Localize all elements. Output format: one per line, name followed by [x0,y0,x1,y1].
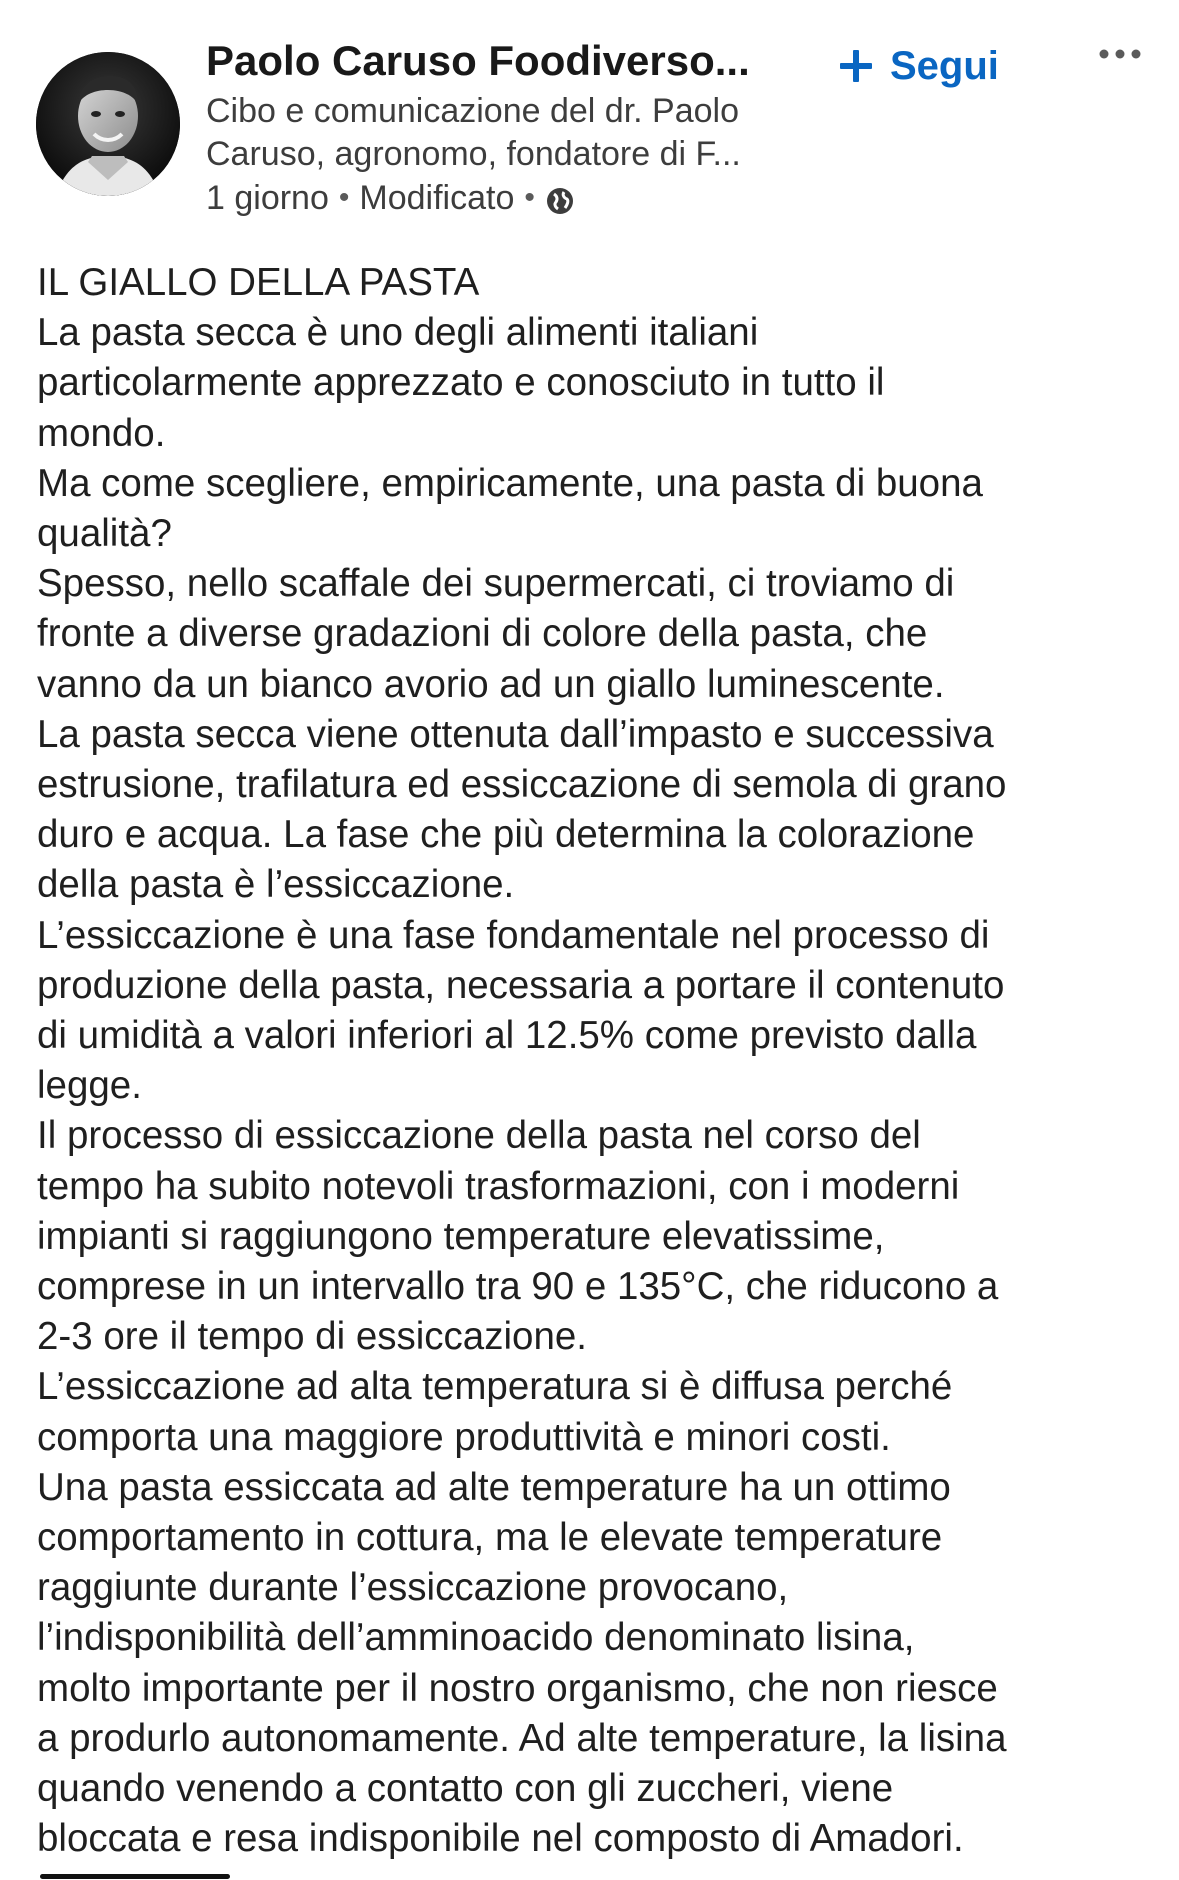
post-body-line: La pasta secca è uno degli alimenti italiani [37,311,759,355]
author-name[interactable]: Paolo Caruso Foodiverso... [206,37,750,84]
post-body-line: di umidità a valori inferiori al 12.5% come previsto dalla [37,1014,977,1058]
avatar-photo [36,52,180,196]
meta-separator: • [338,181,350,214]
post-body-line: comportamento in cottura, ma le elevate temperature [37,1516,943,1560]
post-body-line: La pasta secca viene ottenuta dall’impasto e successiva [37,712,994,756]
post-body-line: legge. [37,1064,142,1108]
follow-label: Segui [890,43,999,88]
post-body-line: mondo. [37,411,166,455]
post-body-line: comporta una maggiore produttività e minori costi. [37,1415,891,1459]
post-body-line: 2-3 ore il tempo di essiccazione. [37,1315,587,1359]
follow-button[interactable] [836,38,999,94]
post-body-line: Il processo di essiccazione della pasta nel corso del [37,1114,921,1158]
post-body-line: fronte a diverse gradazioni di colore della pasta, che [37,612,928,656]
post-time: 1 giorno [206,179,329,217]
more-options-icon[interactable] [1096,42,1144,66]
post-body-line: l’indisponibilità dell’amminoacido denominato lisina, [37,1616,915,1660]
post-body-line: impianti si raggiungono temperature elevatissime, [37,1214,885,1258]
post-body-line: qualità? [37,512,172,556]
post-body-line: Ma come scegliere, empiricamente, una pasta di buona [37,461,983,505]
author-headline-line: Caruso, agronomo, fondatore di F... [206,135,741,173]
post-body [37,258,1157,1865]
post-body-line: produzione della pasta, necessaria a portare il contenuto [37,963,1005,1007]
globe-icon [545,183,575,213]
post-body-line: tempo ha subito notevoli trasformazioni, con i moderni [37,1164,960,1208]
author-headline-line: Cibo e comunicazione del dr. Paolo [206,92,739,130]
post-body-line: estrusione, trafilatura ed essiccazione di semola di grano [37,763,1007,807]
post-body-line: L’essiccazione è una fase fondamentale nel processo di [37,913,990,957]
post-meta [206,176,575,220]
post-body-line: particolarmente apprezzato e conosciuto in tutto il [37,361,885,405]
plus-icon [836,46,876,86]
author-headline [206,90,806,176]
post-body-line: molto importante per il nostro organismo, che non riesce [37,1666,998,1710]
post-header [0,0,1179,240]
post-body-line: quando venendo a contatto con gli zuccheri, viene [37,1767,894,1811]
home-indicator [40,1874,230,1879]
post-body-line: Spesso, nello scaffale dei supermercati, ci troviamo di [37,562,955,606]
post-body-line: Una pasta essiccata ad alte temperature ha un ottimo [37,1465,951,1509]
post-body-line: duro e acqua. La fase che più determina la colorazione [37,813,975,857]
edited-label: Modificato [359,179,515,217]
meta-separator: • [524,181,535,214]
post-body-line: bloccata e resa indisponibile nel composto di Amadori. [37,1817,964,1861]
post-body-line: vanno da un bianco avorio ad un giallo luminescente. [37,662,945,706]
post-body-line: comprese in un intervallo tra 90 e 135°C, che riducono a [37,1265,999,1309]
post-body-line: L’essiccazione ad alta temperatura si è diffusa perché [37,1365,953,1409]
post-body-line: IL GIALLO DELLA PASTA [37,261,480,304]
post-body-line: della pasta è l’essiccazione. [37,863,515,907]
avatar[interactable] [36,52,180,196]
post-body-line: a produrlo autonomamente. Ad alte temperature, la lisina [37,1716,1007,1760]
post-body-line: raggiunte durante l’essiccazione provocano, [37,1566,789,1610]
